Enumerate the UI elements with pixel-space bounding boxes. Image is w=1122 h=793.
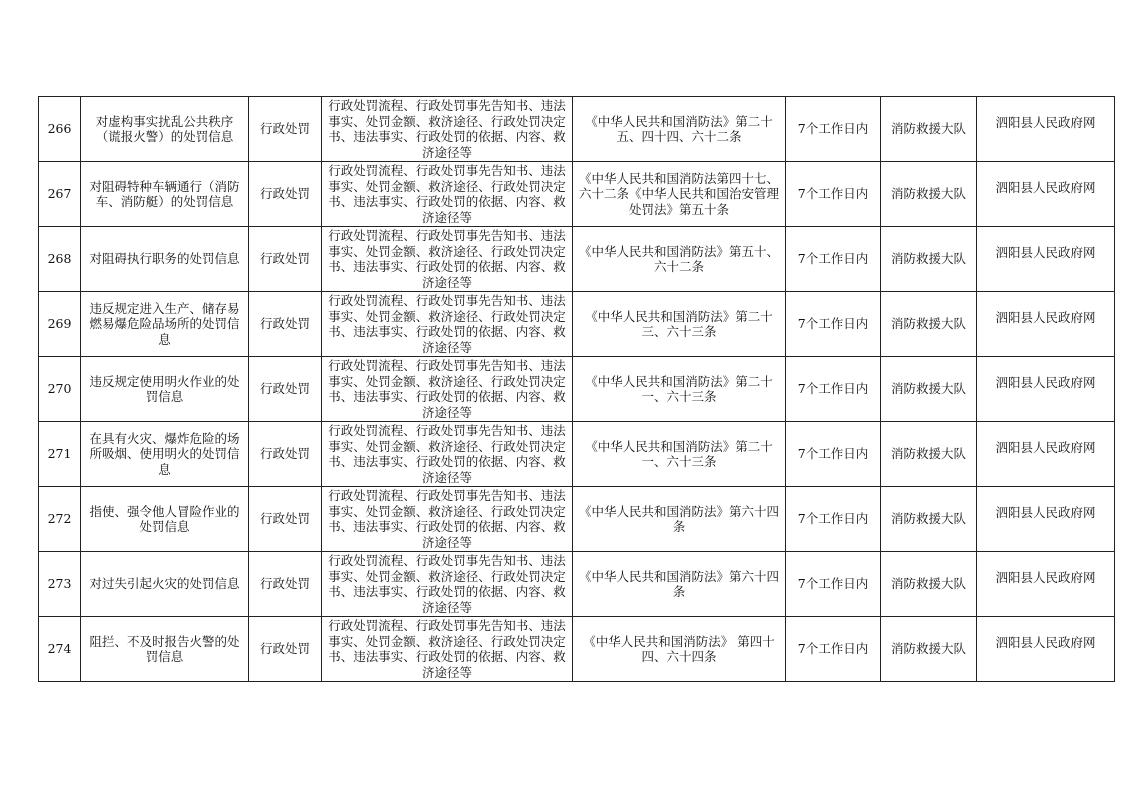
disclosure-content: 行政处罚流程、行政处罚事先告知书、违法事实、处罚金额、救济途径、行政处罚决定书、违法事实、行政处罚的依据、内容、救济途径等 — [328, 163, 566, 225]
channel-cell — [977, 422, 1115, 487]
item-name-cell — [81, 422, 249, 487]
department: 消防救援大队 — [890, 381, 966, 397]
disclosure-content: 行政处罚流程、行政处罚事先告知书、违法事实、处罚金额、救济途径、行政处罚决定书、违法事实、行政处罚的依据、内容、救济途径等 — [328, 618, 566, 680]
channel-cell — [977, 292, 1115, 357]
row-number-cell — [39, 227, 81, 292]
item-name-cell — [81, 97, 249, 162]
disclosure-content-cell — [322, 357, 573, 422]
item-type-cell — [249, 162, 322, 227]
department-cell — [881, 422, 977, 487]
time-limit: 7个工作日内 — [797, 121, 869, 137]
row-number-cell — [39, 422, 81, 487]
channel: 泗阳县人民政府网 — [995, 635, 1096, 650]
row-number: 269 — [47, 316, 72, 332]
legal-basis-cell — [573, 357, 786, 422]
channel: 泗阳县人民政府网 — [995, 115, 1096, 130]
channel-cell — [977, 552, 1115, 617]
row-number-cell — [39, 162, 81, 227]
channel: 泗阳县人民政府网 — [995, 440, 1096, 455]
disclosure-content-cell — [322, 422, 573, 487]
item-name-cell — [81, 552, 249, 617]
department-cell — [881, 97, 977, 162]
legal-basis: 《中华人民共和国消防法》第五十、六十二条 — [578, 243, 779, 274]
row-number: 273 — [47, 576, 72, 592]
item-name: 对过失引起火灾的处罚信息 — [89, 576, 240, 592]
department-cell — [881, 357, 977, 422]
disclosure-content: 行政处罚流程、行政处罚事先告知书、违法事实、处罚金额、救济途径、行政处罚决定书、违法事实、行政处罚的依据、内容、救济途径等 — [328, 423, 566, 485]
disclosure-content: 行政处罚流程、行政处罚事先告知书、违法事实、处罚金额、救济途径、行政处罚决定书、违法事实、行政处罚的依据、内容、救济途径等 — [328, 358, 566, 420]
time-limit-cell — [786, 422, 881, 487]
department: 消防救援大队 — [890, 446, 966, 462]
item-name: 指使、强令他人冒险作业的处罚信息 — [89, 503, 240, 534]
row-number: 271 — [47, 446, 72, 462]
legal-basis: 《中华人民共和国消防法》 第四十四、六十四条 — [583, 633, 775, 664]
item-type: 行政处罚 — [259, 446, 310, 462]
item-type-cell — [249, 97, 322, 162]
disclosure-content-cell — [322, 292, 573, 357]
time-limit: 7个工作日内 — [797, 576, 869, 592]
time-limit-cell — [786, 97, 881, 162]
disclosure-content-cell — [322, 487, 573, 552]
legal-basis: 《中华人民共和国消防法》第六十四条 — [578, 503, 779, 534]
channel: 泗阳县人民政府网 — [995, 310, 1096, 325]
time-limit-cell — [786, 292, 881, 357]
disclosure-content-cell — [322, 617, 573, 682]
table-row — [39, 292, 1115, 357]
item-type-cell — [249, 292, 322, 357]
item-type: 行政处罚 — [259, 251, 310, 267]
time-limit-cell — [786, 617, 881, 682]
item-type-cell — [249, 617, 322, 682]
channel-cell — [977, 357, 1115, 422]
department-cell — [881, 487, 977, 552]
legal-basis-cell — [573, 227, 786, 292]
item-name: 违反规定进入生产、储存易燃易爆危险品场所的处罚信息 — [89, 300, 240, 347]
item-type: 行政处罚 — [259, 186, 310, 202]
row-number-cell — [39, 357, 81, 422]
disclosure-content: 行政处罚流程、行政处罚事先告知书、违法事实、处罚金额、救济途径、行政处罚决定书、违法事实、行政处罚的依据、内容、救济途径等 — [328, 488, 566, 550]
item-name: 在具有火灾、爆炸危险的场所吸烟、使用明火的处罚信息 — [89, 430, 240, 477]
row-number-cell — [39, 617, 81, 682]
row-number-cell — [39, 552, 81, 617]
time-limit: 7个工作日内 — [797, 446, 869, 462]
legal-basis: 《中华人民共和国消防法》第二十一、六十三条 — [585, 373, 773, 404]
item-name: 对虚构事实扰乱公共秩序（谎报火警）的处罚信息 — [95, 113, 234, 144]
item-type-cell — [249, 487, 322, 552]
item-name-cell — [81, 357, 249, 422]
legal-basis: 《中华人民共和国消防法第四十七、六十二条《中华人民共和国治安管理处罚法》第五十条 — [578, 170, 779, 217]
table-row — [39, 97, 1115, 162]
item-name-cell — [81, 487, 249, 552]
channel-cell — [977, 162, 1115, 227]
time-limit: 7个工作日内 — [797, 511, 869, 527]
item-type: 行政处罚 — [259, 641, 310, 657]
table-row — [39, 487, 1115, 552]
channel: 泗阳县人民政府网 — [995, 180, 1096, 195]
department: 消防救援大队 — [890, 511, 966, 527]
item-name: 对阻碍执行职务的处罚信息 — [89, 251, 240, 267]
disclosure-table — [38, 96, 1115, 682]
time-limit: 7个工作日内 — [797, 641, 869, 657]
time-limit: 7个工作日内 — [797, 316, 869, 332]
row-number: 274 — [47, 641, 72, 657]
department-cell — [881, 552, 977, 617]
legal-basis-cell — [573, 552, 786, 617]
item-name: 阻拦、不及时报告火警的处罚信息 — [89, 633, 240, 664]
item-type-cell — [249, 357, 322, 422]
time-limit: 7个工作日内 — [797, 186, 869, 202]
time-limit-cell — [786, 357, 881, 422]
channel-cell — [977, 227, 1115, 292]
table-row — [39, 617, 1115, 682]
department-cell — [881, 227, 977, 292]
department-cell — [881, 292, 977, 357]
table-row — [39, 162, 1115, 227]
legal-basis-cell — [573, 617, 786, 682]
row-number: 270 — [47, 381, 72, 397]
row-number-cell — [39, 292, 81, 357]
disclosure-content-cell — [322, 552, 573, 617]
legal-basis: 《中华人民共和国消防法》第二十五、四十四、六十二条 — [585, 113, 773, 144]
item-name-cell — [81, 227, 249, 292]
time-limit-cell — [786, 487, 881, 552]
item-name-cell — [81, 292, 249, 357]
time-limit-cell — [786, 162, 881, 227]
disclosure-content: 行政处罚流程、行政处罚事先告知书、违法事实、处罚金额、救济途径、行政处罚决定书、违法事实、行政处罚的依据、内容、救济途径等 — [328, 293, 566, 355]
item-type: 行政处罚 — [259, 381, 310, 397]
department-cell — [881, 162, 977, 227]
table-row — [39, 227, 1115, 292]
item-type: 行政处罚 — [259, 121, 310, 137]
channel: 泗阳县人民政府网 — [995, 570, 1096, 585]
disclosure-content-cell — [322, 162, 573, 227]
channel: 泗阳县人民政府网 — [995, 505, 1096, 520]
item-name-cell — [81, 162, 249, 227]
table-body — [39, 97, 1115, 682]
department: 消防救援大队 — [890, 251, 966, 267]
time-limit-cell — [786, 227, 881, 292]
disclosure-content-cell — [322, 97, 573, 162]
item-type-cell — [249, 422, 322, 487]
channel-cell — [977, 617, 1115, 682]
legal-basis-cell — [573, 292, 786, 357]
department: 消防救援大队 — [890, 121, 966, 137]
time-limit-cell — [786, 552, 881, 617]
legal-basis-cell — [573, 162, 786, 227]
table-row — [39, 552, 1115, 617]
item-type-cell — [249, 227, 322, 292]
table-row — [39, 422, 1115, 487]
item-type: 行政处罚 — [259, 511, 310, 527]
department: 消防救援大队 — [890, 576, 966, 592]
item-type: 行政处罚 — [259, 316, 310, 332]
legal-basis-cell — [573, 97, 786, 162]
disclosure-content-cell — [322, 227, 573, 292]
time-limit: 7个工作日内 — [797, 381, 869, 397]
channel: 泗阳县人民政府网 — [995, 375, 1096, 390]
channel: 泗阳县人民政府网 — [995, 245, 1096, 260]
row-number-cell — [39, 97, 81, 162]
table-row — [39, 357, 1115, 422]
time-limit: 7个工作日内 — [797, 251, 869, 267]
department: 消防救援大队 — [890, 316, 966, 332]
legal-basis: 《中华人民共和国消防法》第六十四条 — [578, 568, 779, 599]
department-cell — [881, 617, 977, 682]
item-name: 违反规定使用明火作业的处罚信息 — [89, 373, 240, 404]
legal-basis-cell — [573, 422, 786, 487]
legal-basis-cell — [573, 487, 786, 552]
legal-basis: 《中华人民共和国消防法》第二十一、六十三条 — [585, 438, 773, 469]
disclosure-content: 行政处罚流程、行政处罚事先告知书、违法事实、处罚金额、救济途径、行政处罚决定书、违法事实、行政处罚的依据、内容、救济途径等 — [328, 98, 566, 160]
channel-cell — [977, 487, 1115, 552]
row-number: 266 — [47, 121, 72, 137]
row-number-cell — [39, 487, 81, 552]
row-number: 272 — [47, 511, 72, 527]
item-type: 行政处罚 — [259, 576, 310, 592]
disclosure-content: 行政处罚流程、行政处罚事先告知书、违法事实、处罚金额、救济途径、行政处罚决定书、违法事实、行政处罚的依据、内容、救济途径等 — [328, 553, 566, 615]
item-type-cell — [249, 552, 322, 617]
item-name-cell — [81, 617, 249, 682]
row-number: 268 — [47, 251, 72, 267]
disclosure-content: 行政处罚流程、行政处罚事先告知书、违法事实、处罚金额、救济途径、行政处罚决定书、违法事实、行政处罚的依据、内容、救济途径等 — [328, 228, 566, 290]
department: 消防救援大队 — [890, 186, 966, 202]
item-name: 对阻碍特种车辆通行（消防车、消防艇）的处罚信息 — [89, 178, 240, 209]
row-number: 267 — [47, 186, 72, 202]
department: 消防救援大队 — [890, 641, 966, 657]
channel-cell — [977, 97, 1115, 162]
legal-basis: 《中华人民共和国消防法》第二十三、六十三条 — [585, 308, 773, 339]
